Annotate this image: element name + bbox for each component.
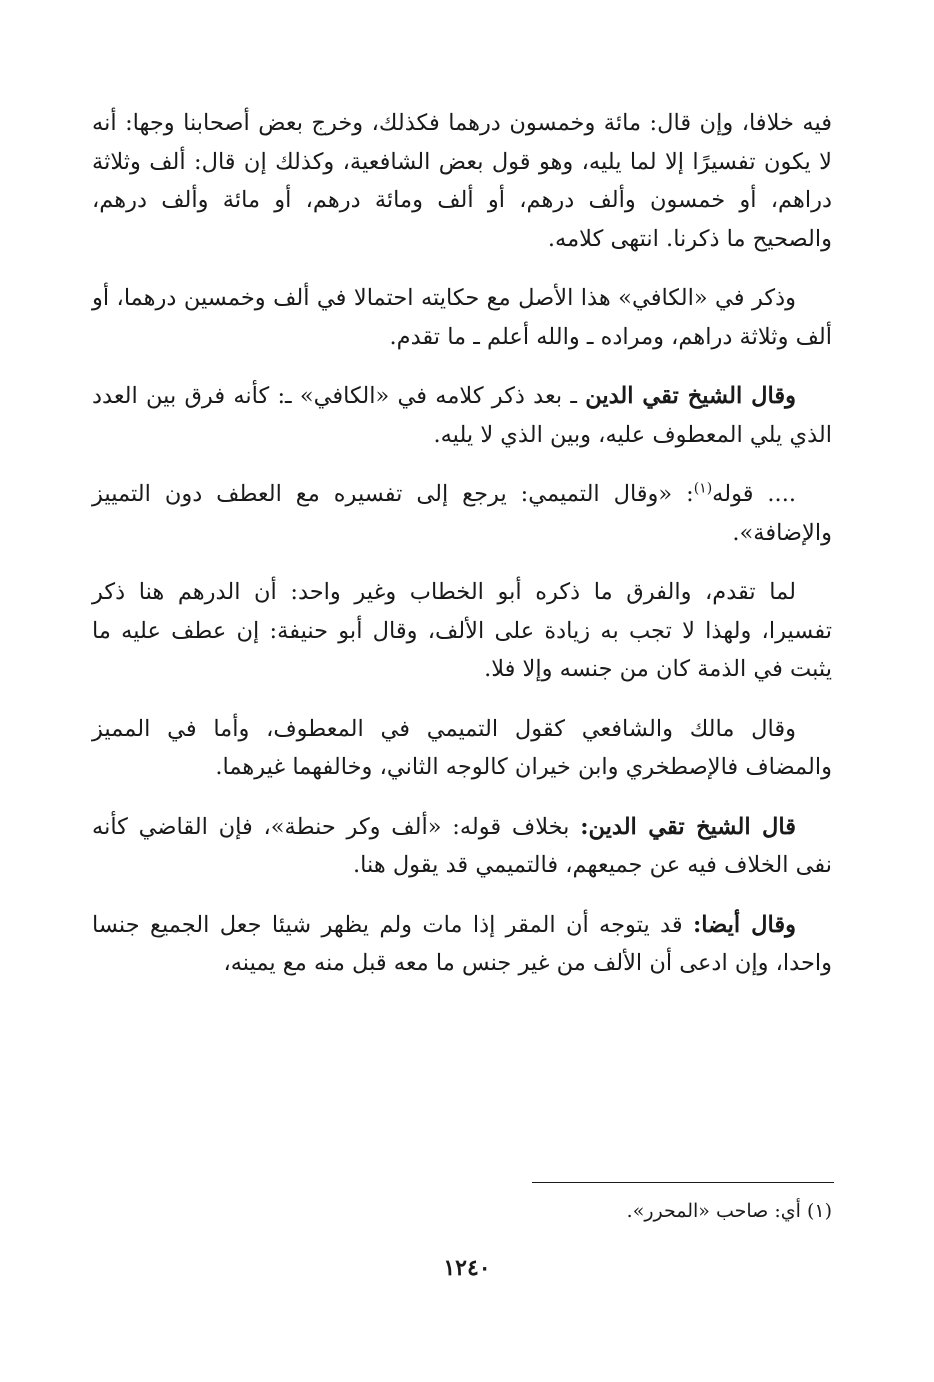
paragraph-1-text: فيه خلافا، وإن قال: مائة وخمسون درهما فكذلك، وخرج بعض أصحابنا وجها: أنه لا يكون تفسيرًا إلا لما يليه، وهو قول بعض الشافعية، وكذلك إن قال: ألف وثلاثة دراهم، أو خمسون وألف درهم، أو ألف ومائة درهم، أو مائة وألف درهم، والصحيح ما ذكرنا. انتهى كلامه. xyxy=(92,110,832,252)
footnote xyxy=(92,1196,832,1226)
paragraph-5-text: لما تقدم، والفرق ما ذكره أبو الخطاب وغير واحد: أن الدرهم هنا ذكر تفسيرا، ولهذا لا تجب به زيادة على الألف، وقال أبو حنيفة: إن عطف عليه ما يثبت في الذمة كان من جنسه وإلا فلا. xyxy=(92,579,832,682)
paragraph-1 xyxy=(92,104,832,258)
paragraph-3 xyxy=(92,377,832,454)
paragraph-6 xyxy=(92,710,832,787)
paragraph-4-text: : «وقال التميمي: يرجع إلى تفسيره مع العطف دون التمييز والإضافة». xyxy=(92,481,832,546)
page-number: ١٢٤٠ xyxy=(443,1255,491,1281)
paragraph-4 xyxy=(92,475,832,552)
footnote-divider xyxy=(532,1182,834,1183)
paragraph-2 xyxy=(92,279,832,356)
paragraph-5 xyxy=(92,573,832,689)
paragraph-7 xyxy=(92,808,832,885)
paragraph-8 xyxy=(92,906,832,983)
paragraph-6-text: وقال مالك والشافعي كقول التميمي في المعطوف، وأما في المميز والمضاف فالإصطخري وابن خيران كالوجه الثاني، وخالفهما غيرهما. xyxy=(92,715,832,780)
main-text xyxy=(92,104,832,1004)
paragraph-8-lead: وقال أيضا: xyxy=(692,911,797,938)
paragraph-7-text: بخلاف قوله: «ألف وكر حنطة»، فإن القاضي كأنه نفى الخلاف فيه عن جميعهم، فالتميمي قد يقول هنا. xyxy=(92,813,832,878)
footnote-reference: (١) xyxy=(693,480,713,497)
paragraph-3-lead: وقال الشيخ تقي الدين xyxy=(585,383,796,409)
paragraph-3-text: ـ بعد ذكر كلامه في «الكافي» ـ: كأنه فرق بين العدد الذي يلي المعطوف عليه، وبين الذي لا يليه. xyxy=(92,383,832,448)
paragraph-7-lead: قال الشيخ تقي الدين: xyxy=(580,813,796,840)
paragraph-8-text: قد يتوجه أن المقر إذا مات ولم يظهر شيئا جعل الجميع جنسا واحدا، وإن ادعى أن الألف من غير جنس ما معه قبل منه مع يمينه، xyxy=(92,911,832,976)
paragraph-2-text: وذكر في «الكافي» هذا الأصل مع حكايته احتمالا في ألف وخمسين درهما، أو ألف وثلاثة دراهم، ومراده ـ والله أعلم ـ ما تقدم. xyxy=(92,285,832,350)
footnote-marker: (١) xyxy=(806,1200,832,1222)
paragraph-4-start: .... قوله xyxy=(712,481,797,507)
footnote-text: أي: صاحب «المحرر». xyxy=(626,1200,801,1222)
